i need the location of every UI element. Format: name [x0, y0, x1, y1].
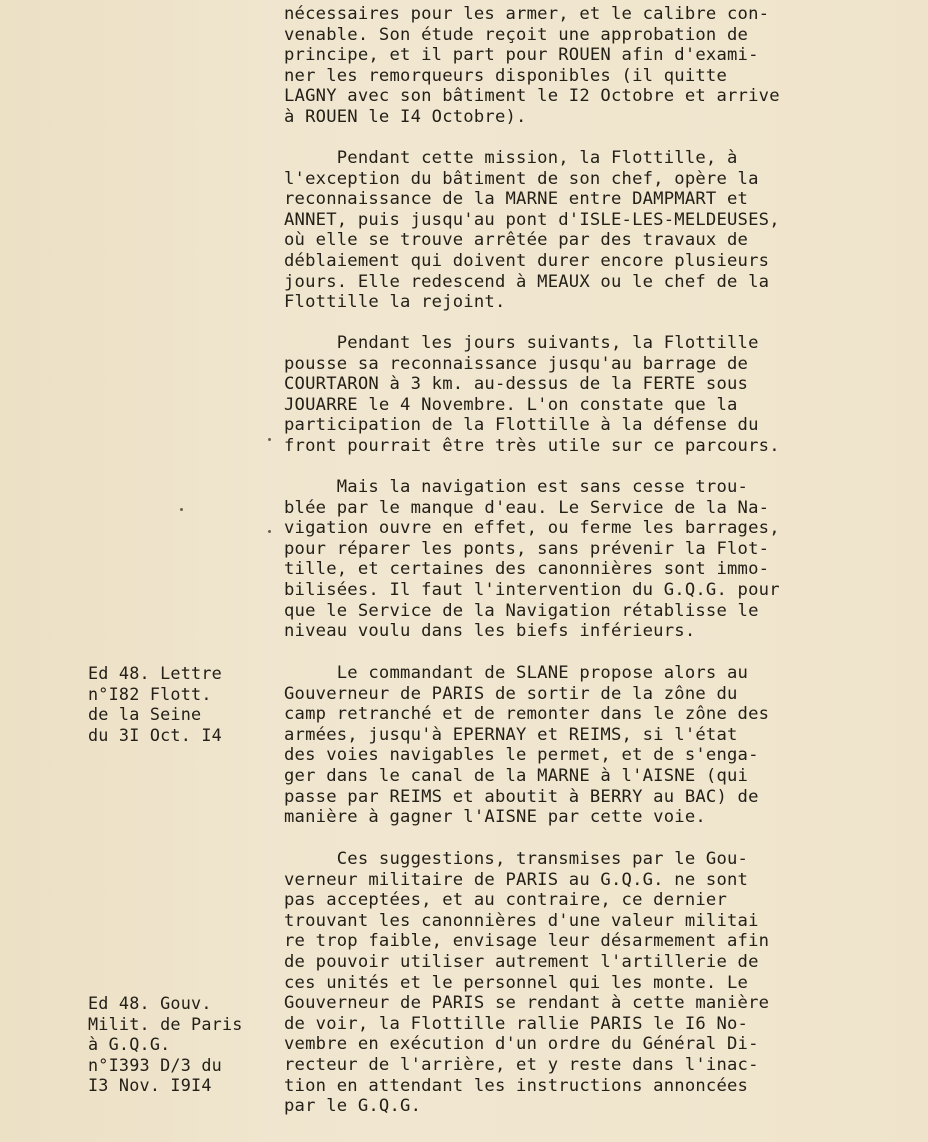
text-line: passe par REIMS et aboutit à BERRY au BAC) de [284, 786, 759, 807]
text-line: nécessaires pour les armer, et le calibre con- [284, 4, 770, 24]
text-line: reconnaissance de la MARNE entre DAMPMART et [284, 189, 749, 210]
paragraph-5 [284, 663, 884, 828]
text-line: Le commandant de SLANE propose alors au [284, 663, 749, 683]
text-line: l'exception du bâtiment de son chef, opère la [284, 168, 759, 189]
text-line: recteur de l'arrière, et y reste dans l'inac- [284, 1054, 759, 1075]
margin-speck [180, 508, 183, 511]
text-line: pas acceptées, et au contraire, ce dernier [284, 890, 728, 911]
text-line: bilisées. Il faut l'intervention du G.Q.G. pour [284, 579, 780, 600]
margin-note-line: Ed 48. Lettre [88, 663, 222, 683]
text-line: Ces suggestions, transmises par le Gou- [284, 849, 749, 869]
text-line: blée par le manque d'eau. Le Service de la Na- [284, 497, 770, 518]
text-line: des voies navigables le permet, et de s'enga- [284, 745, 759, 766]
text-line: tille, et certaines des canonnières sont immo- [284, 559, 770, 580]
margin-speck [268, 438, 271, 441]
margin-note-line: n°I393 D/3 du [88, 1054, 222, 1075]
text-line: Pendant cette mission, la Flottille, à [284, 148, 738, 168]
text-line: à ROUEN le I4 Octobre). [284, 106, 527, 127]
margin-note-line: Milit. de Paris [88, 1013, 243, 1034]
text-line: tion en attendant les instructions annoncées [284, 1075, 749, 1096]
text-line: camp retranché et de remonter dans le zône des [284, 704, 770, 725]
margin-note-line: de la Seine [88, 704, 202, 725]
text-line: de voir, la Flottille rallie PARIS le I6 No- [284, 1013, 749, 1034]
text-line: pousse sa reconnaissance jusqu'au barrage de [284, 353, 749, 374]
text-line: participation de la Flottille à la défense du [284, 415, 759, 436]
text-line: ger dans le canal de la MARNE à l'AISNE (qui [284, 765, 749, 786]
text-line: Flottille la rejoint. [284, 292, 506, 313]
text-line: Gouverneur de PARIS se rendant à cette manière [284, 993, 770, 1014]
text-line: vembre en exécution d'un ordre du Général Di- [284, 1034, 759, 1055]
text-line: vigation ouvre en effet, ou ferme les barrages, [284, 518, 780, 539]
text-line: niveau voulu dans les biefs inférieurs. [284, 621, 696, 642]
text-line: Mais la navigation est sans cesse trou- [284, 477, 749, 497]
margin-speck [268, 530, 271, 533]
text-line: principe, et il part pour ROUEN afin d'exami- [284, 45, 759, 66]
paragraph-2 [284, 148, 884, 313]
text-line: Gouverneur de PARIS de sortir de la zône du [284, 683, 738, 704]
paragraph-4 [284, 477, 884, 642]
text-line: déblaiement qui doivent durer encore plusieurs [284, 250, 770, 271]
text-line: manière à gagner l'AISNE par cette voie. [284, 807, 706, 828]
text-line: que le Service de la Navigation rétablisse le [284, 600, 759, 621]
text-line: COURTARON à 3 km. au-dessus de la FERTE sous [284, 374, 749, 395]
paragraph-6 [284, 849, 884, 1117]
text-line: LAGNY avec son bâtiment le I2 Octobre et arrive [284, 86, 780, 107]
text-line: venable. Son étude reçoit une approbation de [284, 24, 749, 45]
paragraph-1 [284, 4, 884, 128]
text-line: de pouvoir utiliser autrement l'artillerie de [284, 951, 759, 972]
text-line: re trop faible, envisage leur désarmement afin [284, 931, 770, 952]
text-line: ner les remorqueurs disponibles (il quitte [284, 65, 728, 86]
text-line: ANNET, puis jusqu'au pont d'ISLE-LES-MELDEUSES, [284, 209, 780, 230]
text-line: où elle se trouve arrêtée par des travaux de [284, 230, 749, 251]
text-line: trouvant les canonnières d'une valeur militai [284, 910, 759, 931]
text-line: front pourrait être très utile sur ce parcours. [284, 435, 780, 456]
text-line: par le G.Q.G. [284, 1096, 422, 1117]
margin-note-line: Ed 48. Gouv. [88, 993, 212, 1013]
text-line: jours. Elle redescend à MEAUX ou le chef de la [284, 271, 770, 292]
margin-note-line: à G.Q.G. [88, 1034, 171, 1055]
text-line: armées, jusqu'à EPERNAY et REIMS, si l'état [284, 724, 738, 745]
margin-note-line: n°I82 Flott. [88, 683, 212, 704]
paragraph-3 [284, 333, 884, 457]
text-line: verneur militaire de PARIS au G.Q.G. ne sont [284, 869, 749, 890]
text-line: JOUARRE le 4 Novembre. L'on constate que la [284, 394, 738, 415]
text-line: pour réparer les ponts, sans prévenir la Flot- [284, 538, 770, 559]
margin-note-line: I3 Nov. I9I4 [88, 1075, 212, 1096]
margin-note-2 [88, 993, 278, 1096]
text-line: Pendant les jours suivants, la Flottille [284, 333, 759, 353]
margin-note-1 [88, 663, 278, 745]
text-line: ces unités et le personnel qui les monte. Le [284, 972, 749, 993]
margin-note-line: du 3I Oct. I4 [88, 724, 222, 745]
